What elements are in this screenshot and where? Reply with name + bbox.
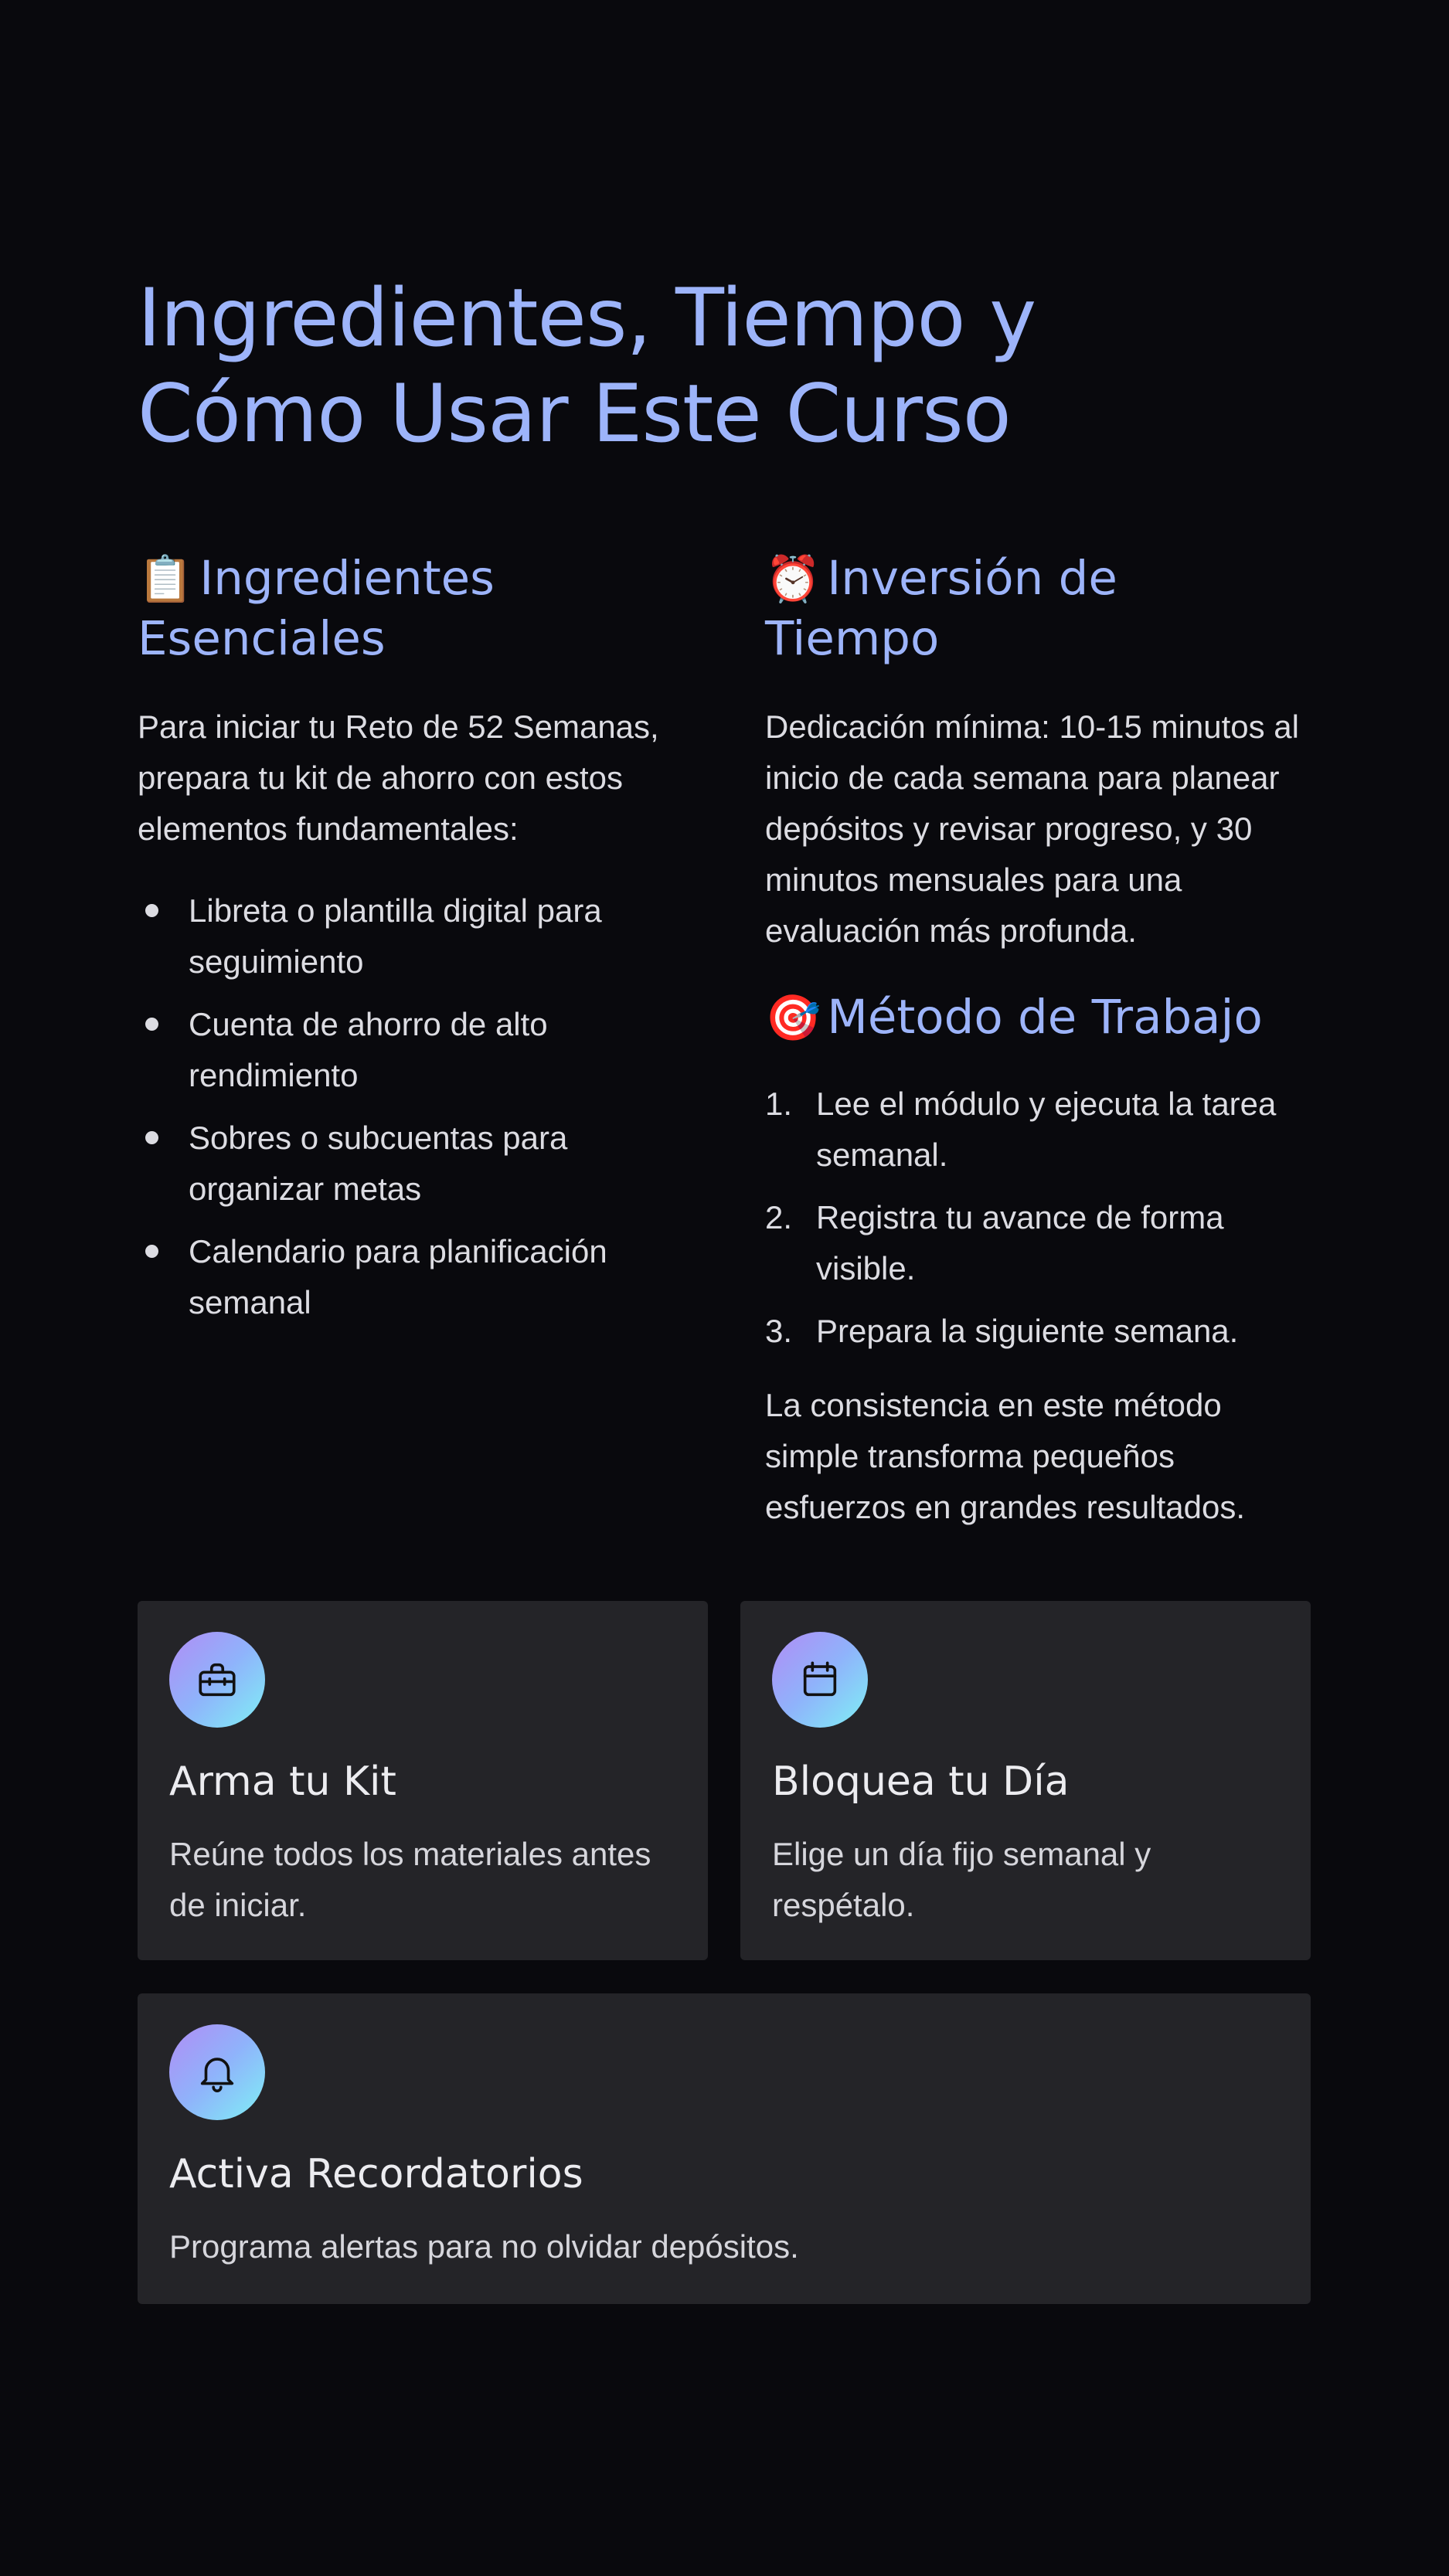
card-description: Programa alertas para no olvidar depósitos. — [169, 2228, 799, 2265]
card-arma-kit — [138, 1601, 708, 1960]
time-method-section — [765, 549, 1306, 1533]
bell-icon — [169, 2024, 265, 2120]
calendar-icon — [772, 1632, 868, 1728]
list-item-text: Calendario para planificación semanal — [189, 1233, 607, 1320]
list-item-text: Registra tu avance de forma visible. — [816, 1199, 1224, 1286]
list-item — [138, 1226, 679, 1328]
time-heading — [765, 549, 1306, 669]
card-bloquea-dia — [740, 1601, 1311, 1960]
list-item — [138, 885, 679, 987]
method-closing: La consistencia en este método simple transforma pequeños esfuerzos en grandes resultados. — [765, 1387, 1246, 1525]
card-title: Activa Recordatorios — [169, 2151, 583, 2197]
list-item — [765, 1079, 1306, 1181]
list-item — [138, 1113, 679, 1215]
list-item-text: Cuenta de ahorro de alto rendimiento — [189, 1006, 548, 1093]
list-item-text: Libreta o plantilla digital para seguimiento — [189, 892, 602, 980]
time-text: Dedicación mínima: 10-15 minutos al inicio de cada semana para planear depósitos y revisar progreso, y 30 minutos mensuales para una evaluación más profunda. — [765, 709, 1299, 949]
alarm-clock-icon: ⏰ — [765, 552, 821, 605]
target-icon: 🎯 — [765, 991, 821, 1044]
bullet-icon — [145, 1245, 158, 1258]
bullet-icon — [145, 1131, 158, 1144]
card-title: Arma tu Kit — [169, 1759, 396, 1805]
list-item-text: Prepara la siguiente semana. — [816, 1313, 1239, 1349]
list-item — [765, 1192, 1306, 1294]
list-item — [765, 1306, 1306, 1357]
card-description: Reúne todos los materiales antes de iniciar. — [169, 1836, 651, 1923]
clipboard-icon: 📋 — [138, 552, 194, 605]
step-number: 3. — [765, 1313, 793, 1349]
bullet-icon — [145, 904, 158, 917]
time-heading-text: Inversión de Tiempo — [765, 551, 1117, 666]
page-title: Ingredientes, Tiempo y Cómo Usar Este Curso — [138, 272, 1036, 460]
ingredients-intro: Para iniciar tu Reto de 52 Semanas, prepara tu kit de ahorro con estos elementos fundamentales: — [138, 709, 659, 847]
step-number: 2. — [765, 1199, 793, 1235]
method-steps — [765, 1079, 1306, 1357]
card-recordatorios — [138, 1993, 1311, 2304]
card-title: Bloquea tu Día — [772, 1759, 1070, 1805]
list-item-text: Sobres o subcuentas para organizar metas — [189, 1120, 568, 1207]
ingredients-heading — [138, 549, 679, 669]
method-heading-text: Método de Trabajo — [827, 990, 1263, 1045]
ingredients-list — [138, 885, 679, 1328]
ingredients-section — [138, 549, 679, 1340]
bullet-icon — [145, 1018, 158, 1031]
toolbox-icon — [169, 1632, 265, 1728]
step-number: 1. — [765, 1086, 793, 1122]
card-description: Elige un día fijo semanal y respétalo. — [772, 1836, 1151, 1923]
list-item-text: Lee el módulo y ejecuta la tarea semanal. — [816, 1086, 1277, 1173]
method-heading — [765, 987, 1306, 1048]
ingredients-heading-text: Ingredientes Esenciales — [138, 551, 495, 666]
list-item — [138, 999, 679, 1101]
